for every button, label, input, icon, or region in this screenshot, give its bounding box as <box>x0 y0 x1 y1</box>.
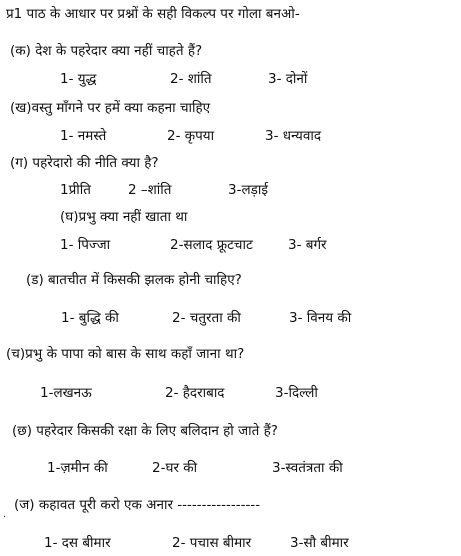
option-gha-2: 2-सलाद फ्रूटचाट <box>170 237 253 253</box>
option-ka-1: 1- युद्ध <box>60 71 97 87</box>
option-kha-3: 3- धन्यवाद <box>265 128 322 144</box>
option-ga-1: 1प्रीति <box>60 182 91 198</box>
option-chha-2: 2-घर की <box>152 460 198 476</box>
option-da-1: 1- बुद्धि की <box>61 310 119 326</box>
option-ja-2: 2- पचास बीमार <box>172 535 252 551</box>
option-ga-3: 3-लड़ाई <box>228 182 268 198</box>
question-ja: (ज) कहावत पूरी करो एक अनार ----------------- <box>14 497 261 513</box>
question-ga: (ग) पहरेदारो की नीति क्या है? <box>10 155 159 171</box>
stray-mark: · <box>3 512 7 523</box>
option-ga-2: 2 –शांति <box>128 182 172 198</box>
option-cha-1: 1-लखनऊ <box>40 385 92 401</box>
question-gha: (घ)प्रभु क्या नहीं खाता था <box>60 209 188 225</box>
option-gha-1: 1- पिज्जा <box>60 237 111 253</box>
question-da: (ड) बातचीत में किसकी झलक होनी चाहिए? <box>26 272 242 288</box>
option-kha-1: 1- नमस्ते <box>60 128 107 144</box>
question-chha: (छ) पहरेदार किसकी रक्षा के लिए बलिदान हो जाते हैं? <box>12 423 278 439</box>
question-ka: (क) देश के पहरेदार क्या नहीं चाहते हैं? <box>10 43 203 59</box>
option-kha-2: 2- कृपया <box>167 128 215 144</box>
option-cha-3: 3-दिल्ली <box>275 385 318 401</box>
option-gha-3: 3- बर्गर <box>288 237 327 253</box>
option-chha-1: 1-ज़मीन की <box>47 460 108 476</box>
option-ka-2: 2- शांति <box>170 71 212 87</box>
question-cha: (च)प्रभु के पापा को बास के साथ कहाँ जाना था? <box>6 346 245 362</box>
option-cha-2: 2- हैदराबाद <box>165 385 225 401</box>
option-ja-1: 1- दस बीमार <box>44 535 111 551</box>
option-da-3: 3- विनय की <box>289 310 352 326</box>
option-da-2: 2- चतुरता की <box>172 310 241 326</box>
option-ja-3: 3-सौ बीमार <box>290 535 349 551</box>
option-ka-3: 3- दोनों <box>268 71 308 87</box>
question-kha: (ख)वस्तु माँगने पर हमें क्या कहना चाहिए <box>10 100 211 116</box>
worksheet-heading: प्र1 पाठ के आधार पर प्रश्नों के सही विकल्प पर गोला बनओ- <box>6 6 300 22</box>
option-chha-3: 3-स्वतंत्रता की <box>272 460 343 476</box>
